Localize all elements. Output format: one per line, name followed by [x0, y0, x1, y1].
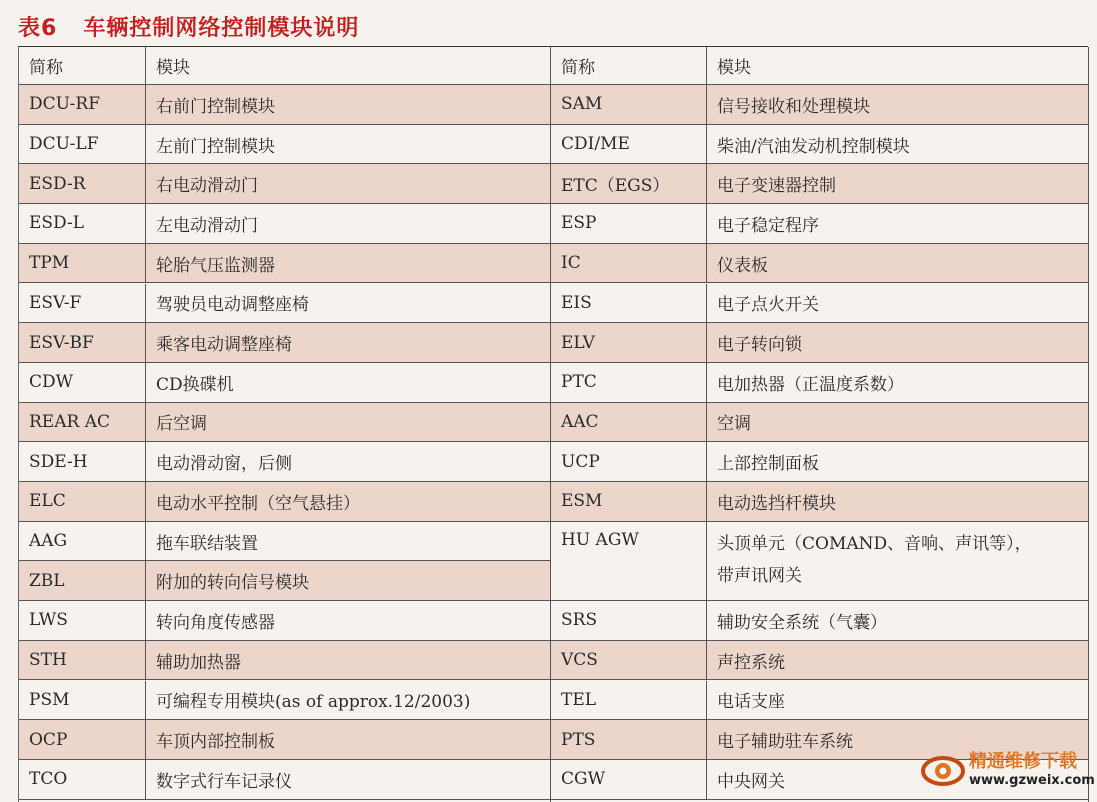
abbr-cell: EIS — [551, 284, 707, 323]
module-cell: 车顶内部控制板 — [156, 732, 275, 753]
abbr-cell: AAC — [551, 403, 707, 442]
module-cell: 后空调 — [156, 414, 207, 435]
abbr-cell: AAG — [19, 522, 146, 561]
table-row — [19, 244, 550, 284]
abbr-cell: ETC（EGS） — [551, 164, 707, 203]
module-cell: 乘客电动调整座椅 — [156, 335, 292, 356]
module-cell: 轮胎气压监测器 — [156, 255, 275, 276]
table-row — [19, 522, 550, 562]
module-cell: 可编程专用模块(as of approx.12/2003) — [156, 692, 471, 713]
module-cell: 电动滑动窗，后侧 — [156, 454, 292, 475]
module-cell — [707, 522, 1032, 600]
module-cell: 数字式行车记录仪 — [156, 771, 292, 792]
abbr-cell: ESD-R — [19, 164, 146, 203]
table-row — [19, 601, 550, 641]
table-row — [551, 601, 1088, 641]
header-abbr: 简称 — [551, 47, 707, 84]
abbr-cell: ELC — [19, 482, 146, 521]
table-row — [551, 363, 1088, 403]
abbr-cell: PTC — [551, 363, 707, 402]
module-table — [18, 46, 1088, 802]
module-cell: 中央网关 — [717, 771, 785, 792]
module-cell: CD换碟机 — [156, 374, 234, 395]
table-number: 表6 — [18, 15, 58, 41]
abbr-cell: LWS — [19, 601, 146, 640]
abbr-cell: TEL — [551, 681, 707, 720]
header-module: 模块 — [717, 58, 751, 78]
header-module: 模块 — [156, 58, 190, 78]
table-row — [551, 403, 1088, 443]
abbr-cell: TCO — [19, 760, 146, 799]
table-row — [19, 403, 550, 443]
module-cell: 右电动滑动门 — [156, 176, 258, 197]
module-cell: 信号接收和处理模块 — [717, 96, 870, 117]
module-cell: 仪表板 — [717, 255, 768, 276]
table-row — [551, 284, 1088, 324]
left-header-row — [19, 47, 550, 85]
module-line: 头顶单元（COMAND、音响、声讯等）， — [717, 533, 1032, 554]
table-row — [19, 482, 550, 522]
table-row — [19, 323, 550, 363]
table-row — [19, 561, 550, 601]
module-cell: 附加的转向信号模块 — [156, 573, 309, 594]
abbr-cell: TPM — [19, 244, 146, 283]
table-row — [551, 125, 1088, 165]
abbr-cell: OCP — [19, 720, 146, 759]
module-cell: 电子辅助驻车系统 — [717, 732, 853, 753]
module-cell: 左前门控制模块 — [156, 136, 275, 157]
abbr-cell: CDI/ME — [551, 125, 707, 164]
abbr-cell: HU AGW — [551, 522, 707, 600]
module-cell: 驾驶员电动调整座椅 — [156, 295, 309, 316]
table-row — [19, 164, 550, 204]
table-row — [19, 720, 550, 760]
table-row — [551, 204, 1088, 244]
module-cell: 右前门控制模块 — [156, 96, 275, 117]
table-row — [19, 760, 550, 800]
table-row — [551, 681, 1088, 721]
abbr-cell: IC — [551, 244, 707, 283]
table-row — [19, 442, 550, 482]
module-cell: 电话支座 — [717, 692, 785, 713]
table-row — [551, 641, 1088, 681]
abbr-cell: ESV-F — [19, 284, 146, 323]
module-cell: 电动水平控制（空气悬挂） — [156, 493, 360, 514]
module-cell: 电加热器（正温度系数） — [717, 374, 904, 395]
abbr-cell: ZBL — [19, 561, 146, 600]
table-row — [551, 323, 1088, 363]
abbr-cell: DCU-RF — [19, 85, 146, 124]
abbr-cell: UCP — [551, 442, 707, 481]
abbr-cell: DCU-LF — [19, 125, 146, 164]
abbr-cell: SDE-H — [19, 442, 146, 481]
abbr-cell: ESM — [551, 482, 707, 521]
module-cell: 电动选挡杆模块 — [717, 493, 836, 514]
watermark-url: www.gzweix.com — [969, 773, 1095, 788]
module-cell: 电子稳定程序 — [717, 215, 819, 236]
abbr-cell: ESD-L — [19, 204, 146, 243]
table-row — [551, 164, 1088, 204]
module-cell: 空调 — [717, 414, 751, 435]
abbr-cell: VCS — [551, 641, 707, 680]
header-abbr: 简称 — [19, 47, 146, 84]
right-column-group — [551, 47, 1089, 802]
module-cell: 辅助加热器 — [156, 652, 241, 673]
abbr-cell: CDW — [19, 363, 146, 402]
module-cell: 电子点火开关 — [717, 295, 819, 316]
abbr-cell: ELV — [551, 323, 707, 362]
module-cell: 上部控制面板 — [717, 454, 819, 475]
abbr-cell: SAM — [551, 85, 707, 124]
abbr-cell: PSM — [19, 681, 146, 720]
left-column-group — [19, 47, 550, 802]
table-row — [551, 522, 1088, 601]
table-row — [551, 85, 1088, 125]
abbr-cell: ESV-BF — [19, 323, 146, 362]
module-cell: 柴油/汽油发动机控制模块 — [717, 136, 910, 157]
table-title — [18, 10, 359, 42]
eye-logo-icon — [921, 749, 965, 793]
abbr-cell: CGW — [551, 760, 707, 799]
watermark-text: 精通维修下载 — [969, 751, 1077, 772]
module-cell: 左电动滑动门 — [156, 215, 258, 236]
module-cell: 电子转向锁 — [717, 335, 802, 356]
table-row — [19, 363, 550, 403]
abbr-cell: SRS — [551, 601, 707, 640]
table-row — [19, 204, 550, 244]
watermark-logo — [921, 745, 1095, 797]
abbr-cell: PTS — [551, 720, 707, 759]
table-row — [19, 641, 550, 681]
abbr-cell: STH — [19, 641, 146, 680]
module-cell: 声控系统 — [717, 652, 785, 673]
table-row — [19, 284, 550, 324]
right-header-row — [551, 47, 1088, 85]
table-row — [551, 442, 1088, 482]
module-line: 带声讯网关 — [717, 565, 802, 586]
table-row — [551, 482, 1088, 522]
table-row — [551, 244, 1088, 284]
table-row — [19, 85, 550, 125]
module-cell: 拖车联结装置 — [156, 533, 258, 554]
table-caption: 车辆控制网络控制模块说明 — [83, 15, 360, 41]
module-cell: 辅助安全系统（气囊） — [717, 612, 887, 633]
table-row — [19, 681, 550, 721]
abbr-cell: REAR AC — [19, 403, 146, 442]
module-cell: 电子变速器控制 — [717, 176, 836, 197]
table-row — [19, 125, 550, 165]
module-cell: 转向角度传感器 — [156, 612, 275, 633]
abbr-cell: ESP — [551, 204, 707, 243]
